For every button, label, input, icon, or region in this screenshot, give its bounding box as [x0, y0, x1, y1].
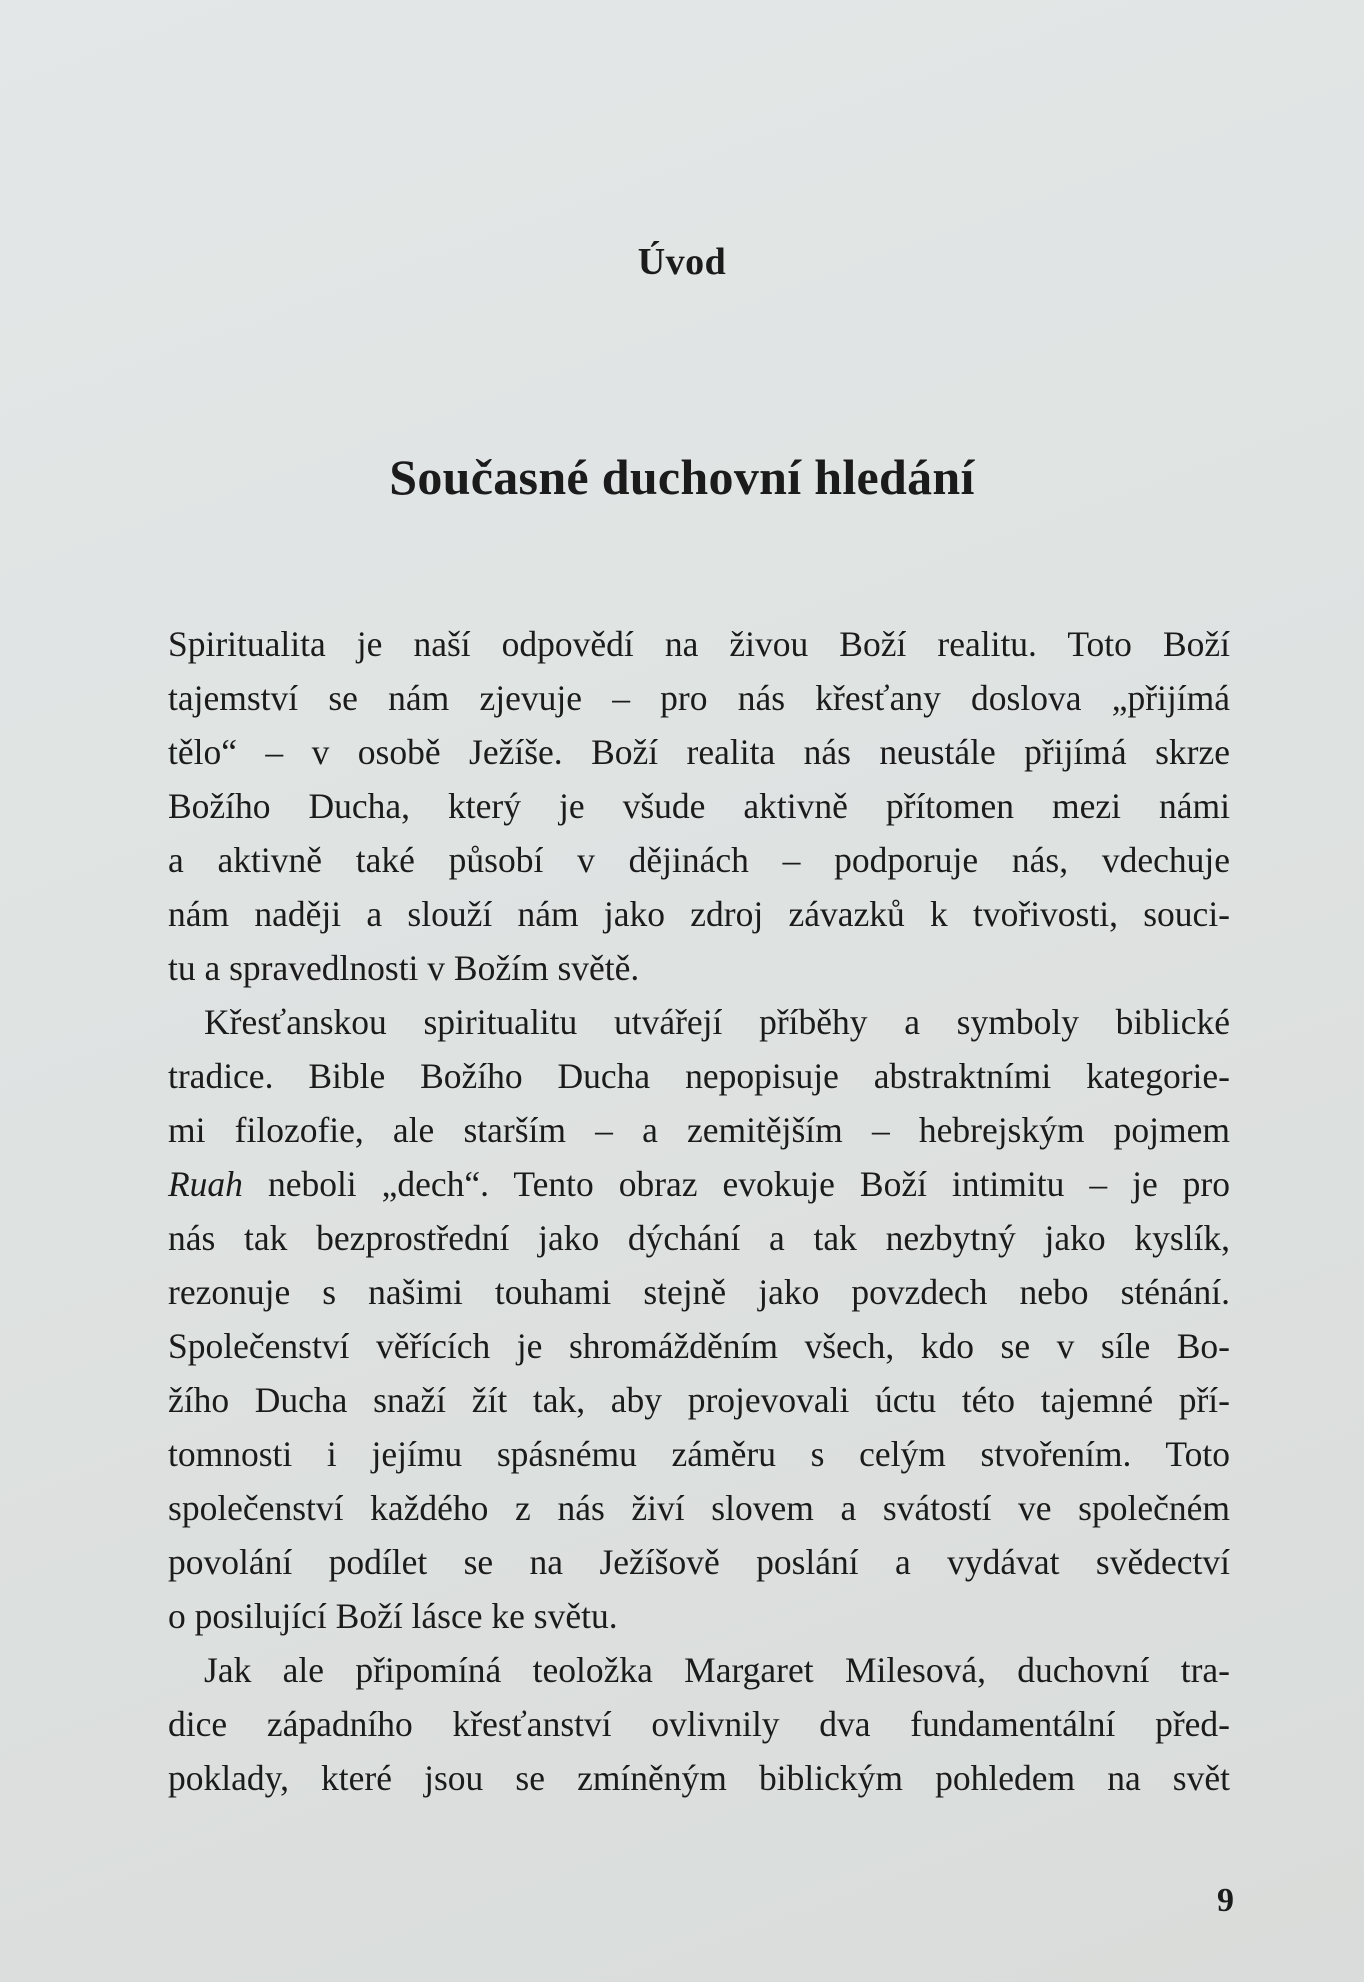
- text-line: nám naději a slouží nám jako zdroj závazků k tvořivosti, souci-: [168, 894, 1230, 934]
- text-line: tradice. Bible Božího Ducha nepopisuje abstraktními kategorie-: [168, 1056, 1230, 1096]
- text-line: tomnosti i jejímu spásnému záměru s celým stvořením. Toto: [168, 1434, 1230, 1474]
- chapter-label: Úvod: [637, 241, 727, 283]
- page-number: 9: [1217, 1882, 1234, 1919]
- text-line: tajemství se nám zjevuje – pro nás křesťany doslova „přijímá: [168, 678, 1230, 718]
- paragraph-1: [168, 617, 1230, 995]
- text-line: společenství každého z nás živí slovem a svátostí ve společném: [168, 1488, 1230, 1528]
- text-line-with-italic: [168, 1157, 1230, 1211]
- text-line: rezonuje s našimi touhami stejně jako povzdech nebo sténání.: [168, 1272, 1230, 1312]
- text-line: Božího Ducha, který je všude aktivně přítomen mezi námi: [168, 786, 1230, 826]
- text-line: povolání podílet se na Ježíšově poslání a vydávat svědectví: [168, 1542, 1230, 1582]
- text-line: tělo“ – v osobě Ježíše. Boží realita nás neustále přijímá skrze: [168, 732, 1230, 772]
- body-text: [168, 617, 1230, 1805]
- text-line: tu a spravedlnosti v Božím světě.: [168, 948, 640, 988]
- text-line: mi filozofie, ale starším – a zemitějším – hebrejským pojmem: [168, 1110, 1230, 1150]
- text-line: o posilující Boží lásce ke světu.: [168, 1596, 618, 1636]
- text-line: a aktivně také působí v dějinách – podporuje nás, vdechuje: [168, 840, 1230, 880]
- text-line: žího Ducha snaží žít tak, aby projevovali úctu této tajemné pří-: [168, 1380, 1230, 1420]
- paragraph-2: [168, 995, 1230, 1643]
- text-line: Spiritualita je naší odpovědí na živou Boží realitu. Toto Boží: [168, 624, 1230, 664]
- text-line: dice západního křesťanství ovlivnily dva fundamentální před-: [168, 1704, 1230, 1744]
- chapter-title: Současné duchovní hledání: [389, 449, 975, 505]
- text-line-rest: neboli „dech“. Tento obraz evokuje Boží intimitu – je pro: [267, 1164, 1231, 1204]
- text-line: Jak ale připomíná teoložka Margaret Milesová, duchovní tra-: [204, 1650, 1230, 1690]
- italic-term: Ruah: [168, 1164, 243, 1204]
- text-line: nás tak bezprostřední jako dýchání a tak nezbytný jako kyslík,: [168, 1218, 1230, 1258]
- text-line: Společenství věřících je shromážděním všech, kdo se v síle Bo-: [168, 1326, 1230, 1366]
- paragraph-3: [168, 1643, 1230, 1805]
- text-line: poklady, které jsou se zmíněným biblickým pohledem na svět: [168, 1758, 1230, 1798]
- text-line: Křesťanskou spiritualitu utvářejí příběhy a symboly biblické: [204, 1002, 1230, 1042]
